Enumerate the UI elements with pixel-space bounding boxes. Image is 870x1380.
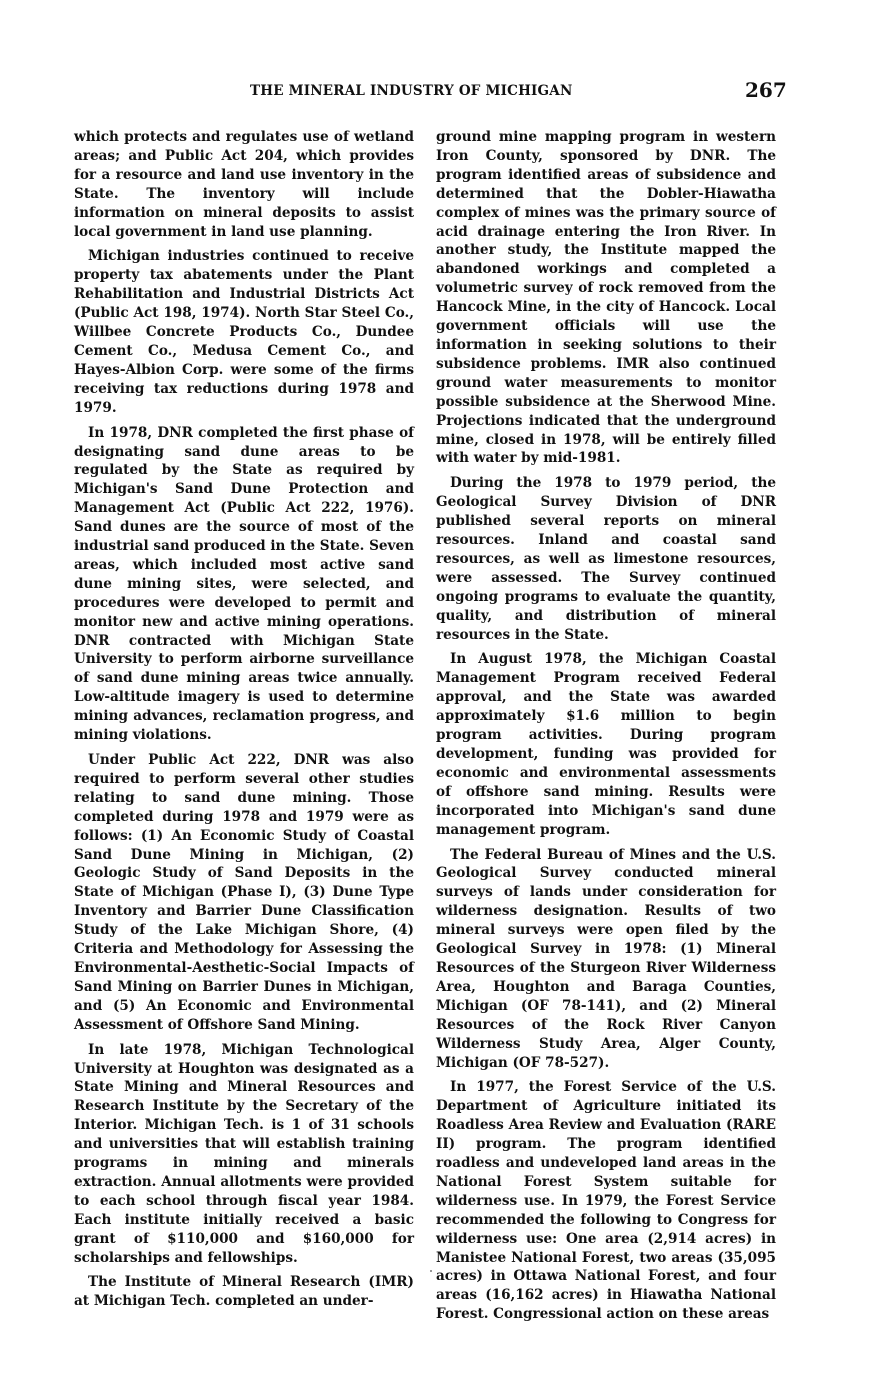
- paragraph-michigan-tech-institute: In late 1978, Michigan Technological University at Houghton was designated as a State Mining and Mineral Resources and Research Institute by the Secretary of the Interior. Michigan Tech. is 1 of 31 schools and universities that will establish training programs in mining and minerals extraction. Annual allotments were provided to each school through fiscal year 1984. Each institute initially received a basic grant of $110,000 and $160,000 for scholarships and fellowships.: [74, 1041, 414, 1266]
- paragraph-sand-dune-studies: Under Public Act 222, DNR was also required to perform several other studies relating to sand dune mining. Those completed during 1978 and 1979 were as follows: (1) An Economic Study of Coastal Sand Dune Mining in Michigan, (2) Geologic Study of Sand Deposits in the State of Michigan (Phase I), (3) Dune Type Inventory and Barrier Dune Classification Study of the Lake Michigan Shore, (4) Criteria and Methodology for Assessing the Environmental-Aesthetic-Social Impacts of Sand Mining on Barrier Dunes in Michigan, and (5) An Economic and Environmental Assessment of Offshore Sand Mining.: [74, 752, 414, 1033]
- right-text-column: [436, 128, 776, 1330]
- paragraph-wetland-continuation: which protects and regulates use of wetland areas; and Public Act 204, which provides for a resource and land use inventory in the State. The inventory will include information on mineral deposits to assist local government in land use planning.: [74, 129, 414, 240]
- running-title: THE MINERAL INDUSTRY OF MICHIGAN: [250, 83, 573, 99]
- paragraph-geological-survey-reports: During the 1978 to 1979 period, the Geological Survey Division of DNR published several reports on mineral resources. Inland and coastal sand resources, as well as limestone resources, were assessed. The Survey continued ongoing programs to evaluate the quantity, quality, and distribution of mineral resources in the State.: [436, 475, 776, 643]
- scan-speck: [430, 1270, 432, 1272]
- paragraph-tax-abatements: Michigan industries continued to receive property tax abatements under the Plant Rehabilitation and Industrial Districts Act (Public Act 198, 1974). North Star Steel Co., Willbee Concrete Products Co., Dundee Cement Co., Medusa Cement Co., and Hayes-Albion Corp. were some of the firms receiving tax reductions during 1978 and 1979.: [74, 248, 414, 416]
- page-number: 267: [745, 78, 787, 102]
- paragraph-mine-mapping-continuation: ground mine mapping program in western Iron County, sponsored by DNR. The program identified areas of subsidence and determined that the Dobler-Hiawatha complex of mines was the primary source of acid drainage entering the Iron River. In another study, the Institute mapped the abandoned workings and completed a volumetric survey of rock removed from the Hancock Mine, in the city of Hancock. Local government officials will use the information in seeking solutions to their subsidence problems. IMR also continued ground water measurements to monitor possible subsidence at the Sherwood Mine. Projections indicated that the underground mine, closed in 1978, will be entirely filled with water by mid-1981.: [436, 129, 776, 467]
- left-text-column: [74, 128, 414, 1317]
- paragraph-rare-ii-program: In 1977, the Forest Service of the U.S. Department of Agriculture initiated its Roadless Area Review and Evaluation (RARE II) program. The program identified roadless and undeveloped land areas in the National Forest System suitable for wilderness use. In 1979, the Forest Service recommended the following to Congress for wilderness use: One area (2,914 acres) in Manistee National Forest, two areas (35,095 acres) in Ottawa National Forest, and four areas (16,162 acres) in Hiawatha National Forest. Congressional action on these areas: [436, 1079, 776, 1323]
- paragraph-wilderness-surveys: The Federal Bureau of Mines and the U.S. Geological Survey conducted mineral surveys of lands under consideration for wilderness designation. Results of two mineral surveys were open filed by the Geological Survey in 1978: (1) Mineral Resources of the Sturgeon River Wilderness Area, Houghton and Baraga Counties, Michigan (OF 78-141), and (2) Mineral Resources of the Rock River Canyon Wilderness Study Area, Alger County, Michigan (OF 78-527).: [436, 846, 776, 1071]
- paragraph-sand-dune-designation: In 1978, DNR completed the first phase of designating sand dune areas to be regulated by the State as required by Michigan's Sand Dune Protection and Management Act (Public Act 222, 1976). Sand dunes are the source of most of the industrial sand produced in the State. Seven areas, which included most active sand dune mining sites, were selected, and procedures were developed to permit and monitor new and active mining operations. DNR contracted with Michigan State University to perform airborne surveillance of sand dune mining areas twice annually. Low-altitude imagery is used to determine mining advances, reclamation progress, and mining violations.: [74, 424, 414, 744]
- paragraph-coastal-management: In August 1978, the Michigan Coastal Management Program received Federal approval, and the State was awarded approximately $1.6 million to begin program activities. During program development, funding was provided for economic and environmental assessments of offshore sand mining. Results were incorporated into Michigan's sand dune management program.: [436, 651, 776, 838]
- paragraph-imr-start: The Institute of Mineral Research (IMR) at Michigan Tech. completed an under-: [74, 1274, 414, 1310]
